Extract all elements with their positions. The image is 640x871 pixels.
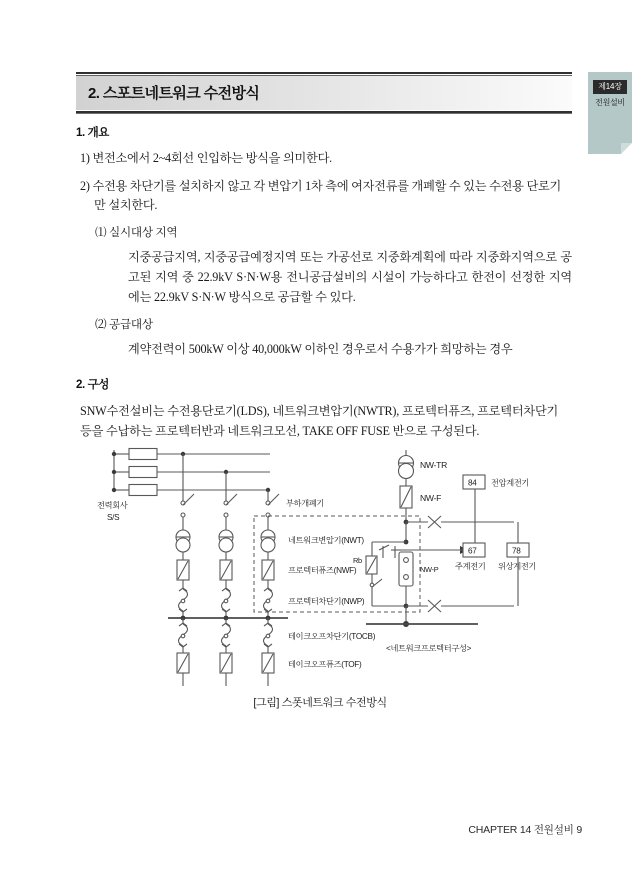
- sublist-body: 계약전력이 500kW 이상 40,000kW 이하인 경우로서 수용가가 희망하는 경우: [128, 342, 513, 356]
- contact-pair-icon: [379, 545, 401, 558]
- relay-label-78: 위상계전기: [498, 562, 537, 571]
- sublist-marker: ⑴: [95, 226, 107, 239]
- composition-paragraph: SNW수전설비는 수전용단로기(LDS), 네트워크변압기(NWTR), 프로텍터퓨즈, 프로텍터차단기 등을 수납하는 프로텍터반과 네트워크모선, TAKE OFF FUSE 반으로 구성된다.: [80, 404, 559, 438]
- list-item: [76, 149, 572, 168]
- heading-rule-bottom-thin: [76, 113, 572, 114]
- page-title: 2. 스포트네트워크 수전방식: [88, 85, 260, 102]
- heading-bar: [76, 76, 572, 110]
- list-item: [76, 177, 572, 215]
- chapter-badge: 제14장: [593, 80, 627, 94]
- sublist-title: 공급대상: [109, 318, 153, 331]
- list-marker: 1): [80, 151, 90, 165]
- list-marker: 2): [80, 179, 90, 193]
- disconnect-icon-upper: [428, 516, 441, 528]
- page-footer: CHAPTER 14 전원설비 9: [468, 824, 582, 836]
- disconnect-icon-lower: [428, 600, 441, 612]
- relay-code-67: 67: [468, 546, 477, 556]
- heading-rule-top: [76, 72, 572, 74]
- list-text: 변전소에서 2~4회선 인입하는 방식을 의미한다.: [92, 151, 332, 165]
- bus-label-tof: 테이크오프퓨즈(TOF): [288, 660, 362, 669]
- nw-p-label: NW-P: [420, 565, 439, 574]
- sublist-title: 실시대상 지역: [109, 226, 178, 239]
- relay-label-67: 주계전기: [455, 562, 486, 571]
- rb-label: Rb: [353, 556, 362, 565]
- section-heading-block: [76, 72, 572, 115]
- source-label-line1: 전력회사: [97, 501, 128, 510]
- subsection-title-composition: 2. 구성: [76, 379, 110, 391]
- sublist-item: [76, 316, 572, 334]
- relay-label-84: 전압계전기: [491, 478, 530, 488]
- nw-p-device: [399, 552, 413, 586]
- right-diagram-title: <네트워크프로텍터구성>: [386, 644, 472, 653]
- source-label-line2: S/S: [107, 513, 120, 522]
- document-body: [76, 124, 572, 441]
- subsection-title-overview: 1. 개요: [76, 127, 110, 139]
- resistor-rb: [366, 556, 377, 583]
- sublist-item: [76, 224, 572, 242]
- list-text: 수전용 차단기를 설치하지 않고 각 변압기 1차 측에 여자전류를 개폐할 수 있는 수전용 단로기만 설치한다.: [92, 179, 562, 212]
- load-switch-label: 부하개폐기: [286, 499, 325, 508]
- chapter-side-tab: [588, 72, 632, 154]
- figure-spot-network-diagram: [70, 446, 575, 694]
- relay-code-78: 78: [512, 546, 521, 556]
- chapter-tab-label: 전원설비: [595, 98, 625, 107]
- sublist-body: 지중공급지역, 지중공급예정지역 또는 가공선로 지중화계획에 따라 지중화지역으로 공고된 지역 중 22.9kV S·N·W용 전니공급설비의 시설이 가능하다고 한전이 선정한 지역에는 22.9kV S·N·W 방식으로 공급할 수 있다.: [128, 250, 572, 304]
- page-fold-corner-icon: [621, 143, 632, 154]
- figure-caption: [그림] 스폿네트워크 수전방식: [253, 697, 387, 709]
- relay-code-84: 84: [468, 478, 477, 488]
- nw-f-label: NW-F: [420, 493, 442, 503]
- bus-label-tocb: 테이크오프차단기(TOCB): [288, 632, 376, 641]
- component-label-nwp: 프로텍터차단기(NWP): [288, 597, 365, 606]
- component-label-nwf: 프로텍터퓨즈(NWF): [288, 566, 357, 575]
- nw-tr-label: NW-TR: [420, 460, 447, 470]
- sublist-marker: ⑵: [95, 318, 107, 331]
- component-label-nwt: 네트워크변압기(NWT): [288, 536, 364, 545]
